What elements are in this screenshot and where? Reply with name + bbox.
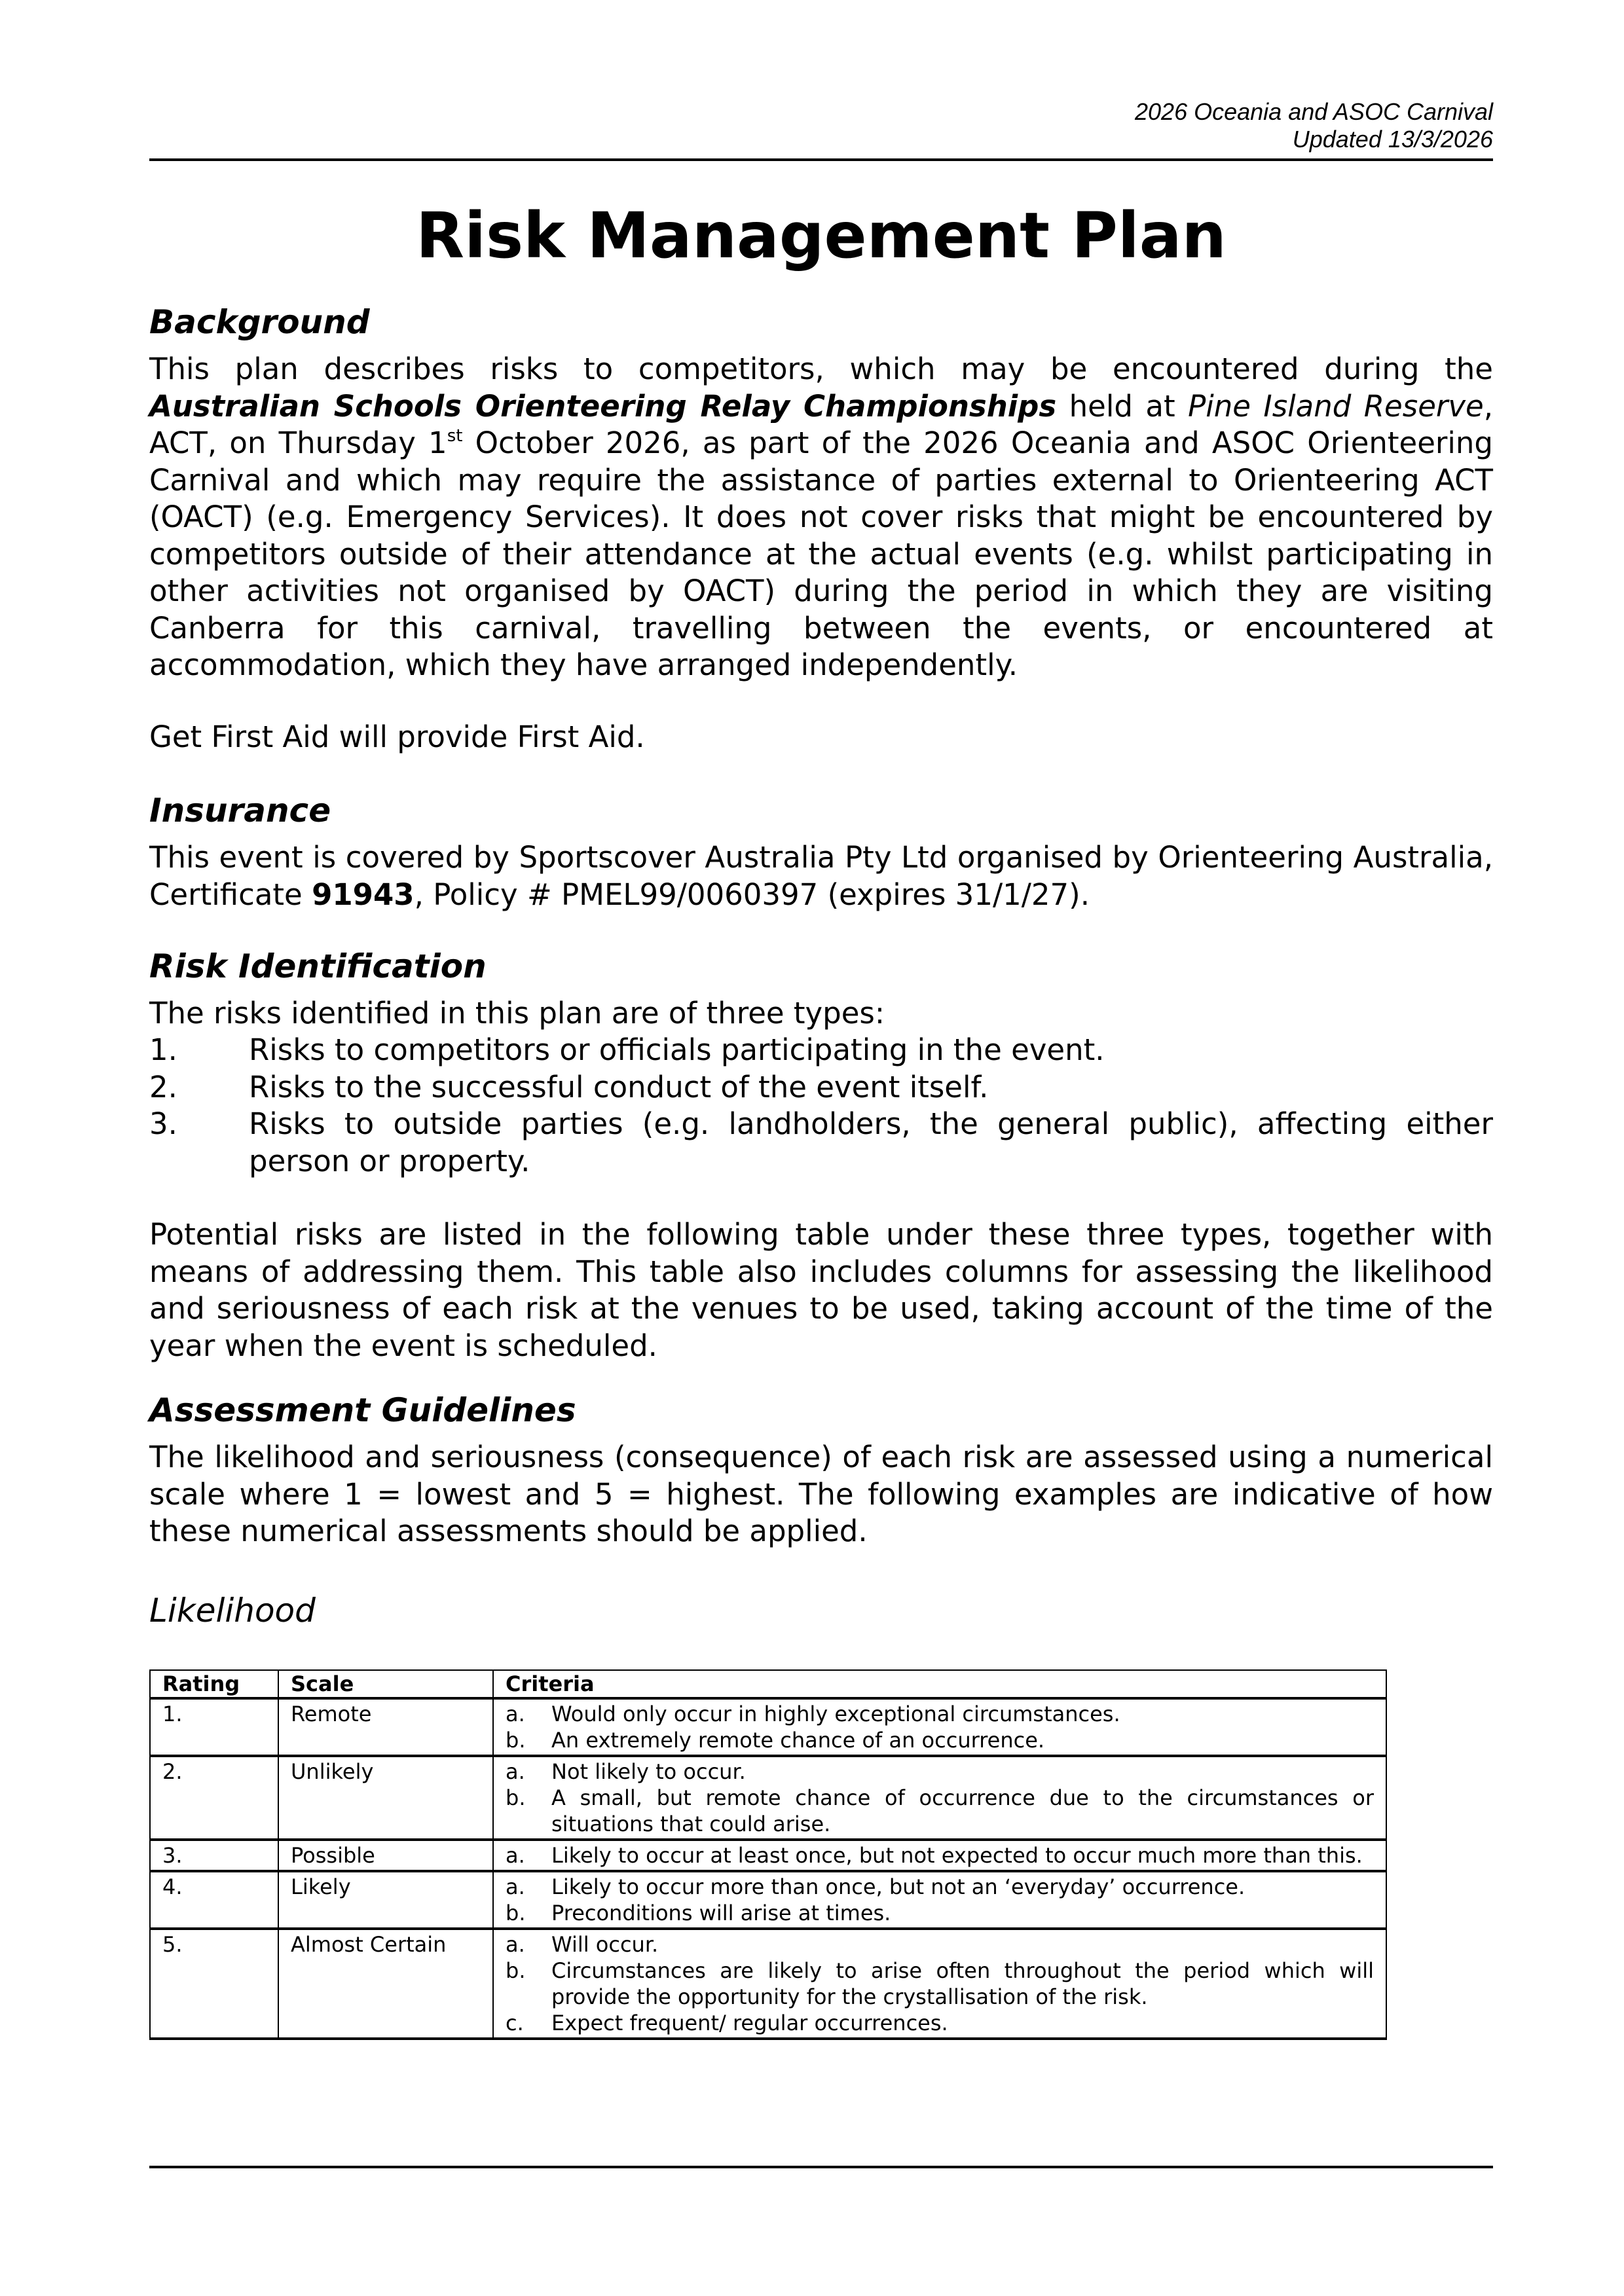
insurance-paragraph: This event is covered by Sportscover Australia Pty Ltd organised by Orienteering Australia, Certificate 91943, Policy # PMEL99/0060397 (expires 31/1/27). [149, 840, 1493, 912]
list-item: 2. Risks to the successful conduct of the event itself. [149, 1069, 989, 1104]
assessment-paragraph: The likelihood and seriousness (consequence) of each risk are assessed using a numerical scale where 1 = lowest and 5 = highest. The following examples are indicative of how these numerical assessments should be applied. [149, 1440, 1493, 1548]
table-row: 4. Likely a. Likely to occur more than once, but not an ‘everyday’ occurrence. b. Preconditions will arise at times. [150, 1871, 1386, 1929]
column-header-scale: Scale [278, 1670, 493, 1698]
page-title: Risk Management Plan [416, 199, 1227, 272]
list-item: 3. Risks to outside parties (e.g. landholders, the general public), affecting either person or property. [149, 1106, 1493, 1178]
subheading-likelihood: Likelihood [149, 1592, 316, 1630]
header-divider [149, 158, 1493, 161]
table-row: 5. Almost Certain a. Will occur. b. Circumstances are likely to arise often throughout the period which will provide the opportunity for the crystallisation of the risk. c. Expect frequent/ regular occurrences. [150, 1929, 1386, 2039]
table-header-row [150, 1670, 1386, 1698]
event-name: Australian Schools Orienteering Relay Championships [149, 388, 1057, 424]
column-header-criteria: Criteria [493, 1670, 1386, 1698]
table-row: 1. Remote a. Would only occur in highly exceptional circumstances. b. An extremely remote chance of an occurrence. [150, 1698, 1386, 1756]
background-paragraph: This plan describes risks to competitors, which may be encountered during the Australian Schools Orienteering Relay Championships held at Pine Island Reserve, ACT, on Thursday 1st October 2026, as part of the 2026 Oceania and ASOC Orienteering Carnival and which may require the assistance of parties external to Orienteering ACT (OACT) (e.g. Emergency Services). It does not cover risks that might be encountered by competitors outside of their attendance at the actual events (e.g. whilst participating in other activities not organised by OACT) during the period in which they are visiting Canberra for this carnival, travelling between the events, or encountered at accommodation, which they have arranged independently. [149, 352, 1494, 682]
footer-divider [149, 2166, 1493, 2168]
risk-identification-intro: The risks identified in this plan are of three types: [149, 996, 885, 1030]
risk-types-list [149, 1032, 1493, 1180]
heading-assessment-guidelines: Assessment Guidelines [149, 1391, 576, 1429]
table-row: 3. Possible a. Likely to occur at least once, but not expected to occur much more than this. [150, 1840, 1386, 1871]
likelihood-table [149, 1669, 1387, 2040]
table-row: 2. Unlikely a. Not likely to occur. b. A small, but remote chance of occurrence due to the circumstances or situations that could arise. [150, 1756, 1386, 1840]
heading-risk-identification: Risk Identification [149, 947, 487, 985]
heading-insurance: Insurance [149, 792, 331, 829]
risk-identification-paragraph: Potential risks are listed in the following table under these three types, together with means of addressing them. This table also includes columns for assessing the likelihood and seriousness of each risk at the venues to be used, taking account of the time of the year when the event is scheduled. [149, 1217, 1493, 1363]
header-updated-date: Updated 13/3/2026 [1292, 126, 1493, 153]
header-event-name: 2026 Oceania and ASOC Carnival [1135, 98, 1493, 125]
certificate-number: 91943 [312, 877, 415, 912]
first-aid-paragraph: Get First Aid will provide First Aid. [149, 720, 645, 754]
running-header [1135, 98, 1493, 153]
heading-background: Background [149, 303, 370, 341]
venue-name: Pine Island Reserve [1188, 388, 1484, 424]
column-header-rating: Rating [150, 1670, 278, 1698]
list-item: 1. Risks to competitors or officials participating in the event. [149, 1032, 1105, 1067]
